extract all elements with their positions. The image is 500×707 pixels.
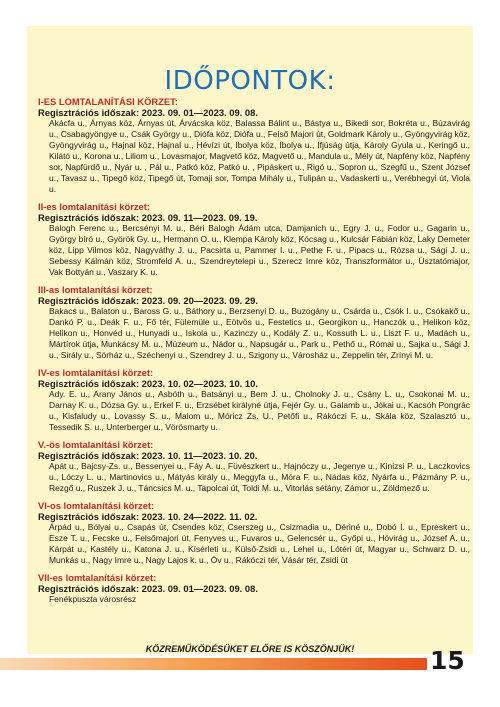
- district-section-1: [38, 96, 470, 195]
- street-list: Apát u., Bajcsy-Zs. u., Bessenyei u., Fáy A. u., Füvészkert u., Hajnóczy u., Jegenye u., Kinizsi P. u., Laczkovics u., Lóczy L. u., Martinovics u., Mátyás király u., Meggyfa u., Móra F. u., Nádas köz, Nyárfa u., Pázmány P. u., Rezgő u., Ruszek J. u., Táncsics M. u., Tapolcai út, Toldi M. u., Vitorlás sétány, Zámor u., Zöldmező u.: [49, 461, 470, 493]
- district-section-7: [38, 572, 470, 605]
- district-heading: II-es lomtalanítási körzet:: [38, 201, 151, 212]
- registration-period: Regisztrációs időszak: 2023. 09. 01—2023. 09. 08.: [38, 583, 258, 594]
- registration-period: Regisztrációs időszak: 2023. 09. 20—2023. 09. 29.: [38, 295, 258, 306]
- district-section-3: [38, 284, 470, 361]
- district-heading: VII-es lomtalanítási körzet:: [38, 572, 157, 583]
- district-section-2: [38, 201, 470, 278]
- street-list: Bakacs u., Balaton u., Baross G. u., Báthory u., Berzsenyi D. u., Buzogány u., Csárda u., Csók I. u., Csókakő u., Dankó P. u., Deák F. u., Fő tér, Fülemüle u., Eötvös u., Festetics u., Georgikon u., Hanczók u., Helikon köz, Helikon u., Honvéd u., Hunyadi u., Iskola u., Kazinczy u., Kodály Z. u., Kossuth L. u., Liszt F. u., Madách u., Mártírok útja, Munkácsy M. u., Múzeum u., Nádor u., Napsugár u., Park u., Pethő u., Római u., Sajka u., Sági J. u., Sirály u., Sörház u., Széchenyi u., Szendrey J. u., Szigony u., Városház u., Zeppelin tér, Zrínyi M. u.: [49, 306, 470, 360]
- district-section-4: [38, 367, 470, 433]
- street-list: Ady. E. u., Arany János u., Asbóth u., Batsányi u., Bem J. u., Cholnoky J. u., Csány L. u., Csokonai M. u., Darnay K. u., Dózsa Gy. u., Erkel F. u., Erzsébet királyné útja, Fejér Gy. u., Galamb u., Jókai u., Kacsóh Pongrác u., Kisfaludy u., Lovassy S. u., Malom u., Móricz Zs. U., Petőfi u., Rákóczi F. u., Skála köz, Szalasztó u., Tessedik S. u., Unterberger u., Vörösmarty u.: [49, 389, 470, 432]
- registration-period: Regisztrációs időszak: 2023. 10. 02—2023. 10. 10.: [38, 378, 258, 389]
- content-panel: [27, 26, 473, 654]
- thanks-note: KÖZREMŰKÖDÉSÜKET ELŐRE IS KÖSZÖNJÜK!: [145, 644, 355, 654]
- district-heading: VI-os lomtalanítási körzet:: [38, 500, 155, 511]
- footer-gradient-bar: [0, 658, 427, 670]
- district-heading: V.-ös lomtalanítási körzet:: [38, 439, 154, 450]
- registration-period: Regisztrációs időszak: 2023. 09. 11—2023. 09. 19.: [38, 212, 258, 223]
- registration-period: Regisztrációs időszak: 2023. 10. 24—2022. 11. 02.: [38, 511, 258, 522]
- street-list: Balogh Ferenc u., Bercsényi M. u., Béri Balogh Ádám utca, Damjanich u., Egry J. u., Fodor u., Gagarin u., György bíró u., Györök Gy. u., Hermann O. u., Klempa Károly köz, Kócsag u., Kulcsár Fábián köz, Laky Demeter köz, Lipp Vilmos köz, Nagyváthy J. u., Pacsirta u, Pammer I. u., Pethe F. u., Pipacs u., Rózsa u., Sági J. u., Sebessy Kálmán köz, Stromfeld A. u., Szendreytelepi u., Szerecz Imre köz, Transzformátor u., Úsztatómajor, Vak Bottyán u., Vaszary K. u.: [49, 223, 470, 277]
- registration-period: Regisztrációs időszak: 2023. 10. 11—2023. 10. 20.: [38, 450, 258, 461]
- district-heading: I-ES LOMTALANÍTÁSI KÖRZET:: [38, 96, 178, 107]
- registration-period: Regisztrációs időszak: 2023. 09. 01—2023. 09. 08.: [38, 107, 258, 118]
- district-heading: III-as lomtalanítási körzet:: [38, 284, 153, 295]
- street-list: Fenékpuszta városrész: [49, 594, 137, 604]
- page-title: IDŐPONTOK:: [164, 66, 336, 96]
- street-list: Árpád u., Bólyai u., Csapás út, Csendes köz, Cserszeg u., Csizmadia u., Dériné u., Dobó I. u., Epreskert u., Esze T. u., Fecske u., Felsőmajori út, Fenyves u., Fuvaros u., Gelencsér u., Győpi u., Hóvirág u., József A. u., Kárpát u., Kastély u., Katona J. u., Kísérleti u., Külső-Zsidi u., Lehel u., Lótéri út, Magyar u., Schwarz D. u., Munkás u., Nagy Imre u., Nagy Lajos k. u., Öv u., Rákóczi tér, Vásár tér, Zsidi út: [49, 522, 470, 565]
- street-list: Akácfa u., Árnyas köz, Árnyas út, Árvácska köz, Balassa Bálint u., Bástya u., Bikedi sor, Bokréta u., Búzavirág u., Csabagyöngye u., Csák György u., Diófa köz, Diófa u., Felső Majori út, Goldmark Károly u., Gyöngyvirág köz, Gyöngyvirág u., Hajnal köz, Hajnal u., Hévízi út, Ibolya köz, Ibolya u., Ifjúság útja, Károly Gyula u., Keringő u., Kilátó u., Korona u., Liliom u., Lovasmajor, Magvető köz, Magvető u., Mandula u., Mély út, Napfény köz, Napfény sor, Napfürdő u., Nyár u. , Pál u., Patkó köz, Patkó u. , Pipáskert u., Rigó u., Sopron u., Szegfű u., Szent József u., Tavasz u., Tipegő köz, Tipegő út, Tomaji sor, Tompa Mihály u., Tulipán u., Vadaskerti u., Verébhegyi út, Viola u.: [49, 118, 470, 194]
- schedule-list: [38, 96, 470, 611]
- district-section-6: [38, 500, 470, 566]
- district-section-5: [38, 439, 470, 494]
- district-heading: IV-es lomtalanítási körzet:: [38, 367, 154, 378]
- page-number: 15: [430, 646, 465, 675]
